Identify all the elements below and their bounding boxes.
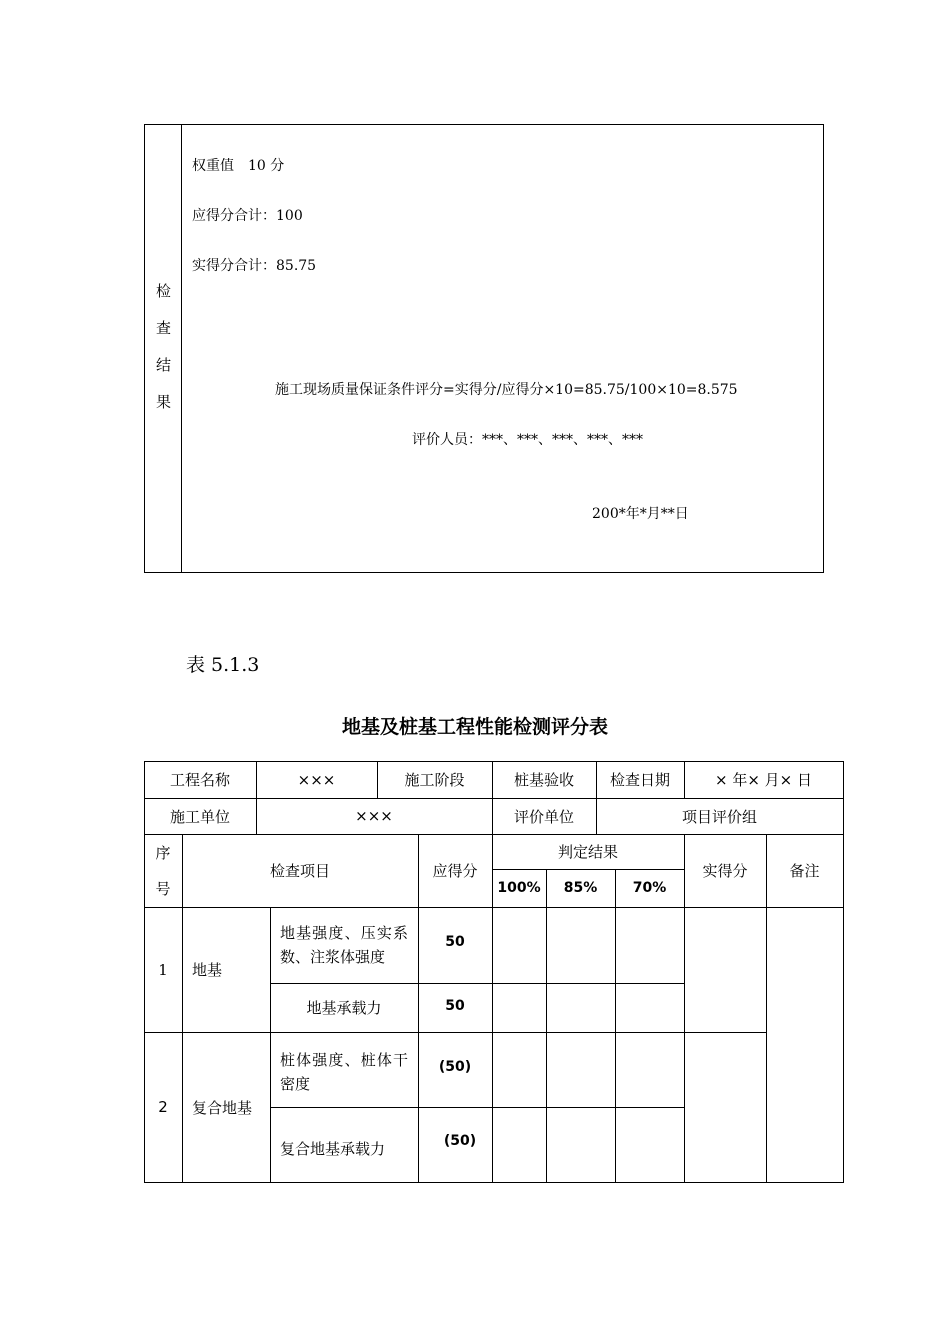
col-actual: 实得分 [702, 862, 748, 880]
side-char: 查 [155, 319, 171, 337]
row-category: 地基 [192, 961, 223, 979]
row-category: 复合地基 [192, 1098, 253, 1117]
col-seq-2: 号 [155, 880, 171, 898]
col-seq-1: 序 [155, 843, 171, 862]
col-should: 应得分 [432, 862, 478, 880]
grid-line [843, 761, 844, 1183]
should-total: 应得分合计：100 [192, 208, 303, 224]
row-item-name: 地基强度、压实系数、注浆体强度 [280, 924, 408, 966]
row-item-score: (50) [443, 1133, 477, 1149]
col-item: 检查项目 [269, 862, 330, 880]
check-result-box [144, 124, 824, 573]
project-name-value: ××× [297, 770, 336, 789]
row-item-name: 地基承载力 [306, 999, 382, 1017]
stage-value: 桩基验收 [513, 771, 574, 789]
eval-unit-value: 项目评价组 [681, 807, 757, 826]
grid-line [546, 869, 547, 1183]
side-char: 结 [155, 356, 171, 374]
grid-line [144, 1182, 844, 1183]
side-char: 果 [155, 393, 171, 411]
eval-unit-label: 评价单位 [513, 807, 574, 826]
project-name-label: 工程名称 [169, 771, 230, 789]
table-title: 地基及桩基工程性能检测评分表 [341, 716, 608, 738]
row-item-name: 复合地基承载力 [280, 1140, 386, 1158]
score-formula: 施工现场质量保证条件评分=实得分/应得分×10=85.75/100×10=8.575 [275, 382, 738, 398]
check-date-label: 检查日期 [609, 771, 670, 789]
table-label: 表 5.1.3 [186, 654, 260, 676]
check-date-value: × 年× 月× 日 [714, 771, 812, 789]
side-char: 检 [155, 282, 171, 300]
stage-label: 施工阶段 [404, 771, 465, 789]
actual-total: 实得分合计：85.75 [192, 258, 317, 274]
row-seq: 2 [158, 1098, 168, 1116]
row-seq: 1 [158, 960, 168, 979]
row-item-score: (50) [438, 1059, 472, 1075]
evaluators: 评价人员：***、***、***、***、*** [412, 432, 643, 448]
row-item-score: 50 [445, 934, 465, 950]
check-date: 200*年*月**日 [592, 506, 689, 522]
row-item-name: 桩体强度、桩体干密度 [280, 1050, 408, 1093]
col-judge: 判定结果 [557, 843, 618, 861]
col-85: 85% [563, 880, 598, 896]
col-100: 100% [497, 880, 541, 896]
unit-label: 施工单位 [169, 807, 230, 826]
check-result-side-label [145, 125, 182, 572]
row-item-score: 50 [445, 997, 465, 1014]
col-remark: 备注 [789, 862, 820, 880]
grid-line [615, 869, 616, 1183]
col-70: 70% [632, 880, 667, 896]
unit-value: ××× [355, 807, 393, 825]
weight-value: 权重值 10 分 [192, 158, 285, 174]
